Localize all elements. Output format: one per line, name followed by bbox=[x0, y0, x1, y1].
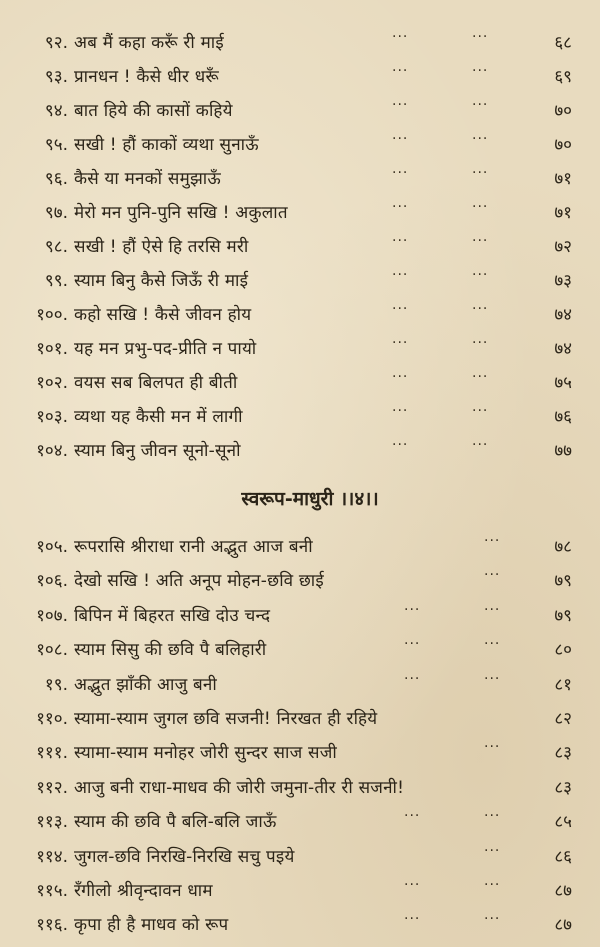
entry-title: सखी ! हौं ऐसे हि तरसि मरी bbox=[74, 237, 249, 257]
dot-leader: ··· bbox=[392, 29, 409, 45]
toc-entry bbox=[0, 230, 600, 264]
toc-entry bbox=[0, 840, 600, 874]
entry-number: ११०. bbox=[36, 708, 68, 729]
entry-page-number: ८६ bbox=[554, 846, 572, 867]
entry-number: ११४. bbox=[36, 846, 68, 867]
entry-page-number: ७१ bbox=[554, 203, 572, 223]
entry-page-number: ७८ bbox=[554, 537, 572, 557]
dot-leader: ··· bbox=[392, 301, 409, 317]
entry-number: १९. bbox=[44, 674, 68, 695]
entry-number: १०१. bbox=[36, 339, 68, 359]
entry-title: बात हिये की कासों कहिये bbox=[74, 101, 233, 121]
entry-title: रूपरासि श्रीराधा रानी अद्भुत आज बनी bbox=[74, 537, 313, 557]
entry-page-number: ८० bbox=[554, 640, 572, 661]
dot-leader: ··· bbox=[392, 63, 409, 79]
dot-leader: ··· bbox=[392, 165, 409, 181]
section-heading: स्वरूप-माधुरी ।।४।। bbox=[241, 488, 379, 510]
dot-leader: ··· bbox=[484, 876, 501, 893]
dot-leader: ··· bbox=[392, 233, 409, 249]
dot-leader: ··· bbox=[472, 63, 489, 79]
dot-leader: ··· bbox=[404, 601, 421, 618]
dot-leader: ··· bbox=[404, 911, 421, 928]
dot-leader: ··· bbox=[484, 601, 501, 618]
dot-leader: ··· bbox=[392, 97, 409, 113]
toc-entry bbox=[0, 530, 600, 564]
entry-title: यह मन प्रभु-पद-प्रीति न पायो bbox=[74, 339, 257, 359]
entry-page-number: ८५ bbox=[554, 812, 572, 833]
toc-entry bbox=[0, 633, 600, 667]
dot-leader: ··· bbox=[392, 437, 409, 453]
entry-number: ९३. bbox=[44, 67, 68, 87]
toc-section-1 bbox=[0, 26, 600, 468]
entry-page-number: ७९ bbox=[554, 605, 572, 626]
entry-number: १०४. bbox=[36, 441, 68, 461]
dot-leader: ··· bbox=[404, 670, 421, 687]
toc-entry bbox=[0, 196, 600, 230]
dot-leader: ··· bbox=[472, 335, 489, 351]
dot-leader: ··· bbox=[472, 29, 489, 45]
entry-title: कैसे या मनकों समुझाऊँ bbox=[74, 169, 221, 189]
toc-entry bbox=[0, 702, 600, 736]
entry-page-number: ७७ bbox=[554, 441, 572, 461]
dot-leader: ··· bbox=[484, 911, 501, 928]
dot-leader: ··· bbox=[472, 233, 489, 249]
dot-leader: ··· bbox=[472, 97, 489, 113]
entry-number: १०३. bbox=[36, 407, 68, 427]
entry-number: ११५. bbox=[36, 880, 68, 901]
entry-page-number: ७३ bbox=[554, 271, 572, 291]
dot-leader: ··· bbox=[472, 165, 489, 181]
toc-entry bbox=[0, 771, 600, 805]
dot-leader: ··· bbox=[484, 842, 501, 859]
entry-number: ९४. bbox=[44, 101, 68, 121]
dot-leader: ··· bbox=[392, 131, 409, 147]
entry-title: रँगीलो श्रीवृन्दावन धाम bbox=[74, 880, 213, 901]
toc-entry bbox=[0, 874, 600, 908]
dot-leader: ··· bbox=[392, 403, 409, 419]
entry-number: ११३. bbox=[36, 812, 68, 833]
toc-entry bbox=[0, 668, 600, 702]
dot-leader: ··· bbox=[472, 301, 489, 317]
entry-title: देखो सखि ! अति अनूप मोहन-छवि छाई bbox=[74, 571, 324, 592]
entry-number: ९९. bbox=[44, 271, 68, 291]
entry-page-number: ८२ bbox=[554, 708, 572, 729]
entry-title: अद्भुत झाँकी आजु बनी bbox=[74, 674, 217, 695]
entry-number: १०२. bbox=[36, 373, 68, 393]
toc-entry bbox=[0, 128, 600, 162]
toc-entry bbox=[0, 60, 600, 94]
dot-leader: ··· bbox=[484, 533, 501, 549]
dot-leader: ··· bbox=[392, 267, 409, 283]
entry-title: बिपिन में बिहरत सखि दोउ चन्द bbox=[74, 605, 271, 626]
entry-number: १०६. bbox=[36, 571, 68, 592]
toc-entry bbox=[0, 564, 600, 598]
entry-title: स्याम की छवि पै बलि-बलि जाऊँ bbox=[74, 812, 277, 833]
dot-leader: ··· bbox=[392, 369, 409, 385]
toc-entry bbox=[0, 805, 600, 839]
entry-title: स्यामा-स्याम मनोहर जोरी सुन्दर साज सजी bbox=[74, 743, 337, 764]
entry-number: ९२. bbox=[44, 33, 68, 53]
toc-entry bbox=[0, 26, 600, 60]
dot-leader: ··· bbox=[484, 808, 501, 825]
entry-number: १००. bbox=[36, 305, 68, 325]
dot-leader: ··· bbox=[404, 876, 421, 893]
entry-page-number: ७५ bbox=[554, 373, 572, 393]
dot-leader: ··· bbox=[484, 567, 501, 584]
entry-page-number: ८३ bbox=[554, 743, 572, 764]
entry-title: स्याम सिसु की छवि पै बलिहारी bbox=[74, 640, 267, 661]
toc-entry bbox=[0, 332, 600, 366]
entry-page-number: ८३ bbox=[554, 777, 572, 798]
entry-title: जुगल-छवि निरखि-निरखि सचु पइये bbox=[74, 846, 295, 867]
entry-title: अब मैं कहा करूँ री माई bbox=[74, 33, 224, 53]
toc-section-2 bbox=[0, 530, 600, 943]
toc-entry bbox=[0, 162, 600, 196]
entry-title: प्रानधन ! कैसे धीर धरूँ bbox=[74, 67, 219, 87]
dot-leader: ··· bbox=[472, 403, 489, 419]
entry-number: ११६. bbox=[36, 915, 68, 936]
entry-page-number: ७९ bbox=[554, 571, 572, 592]
entry-page-number: ७० bbox=[554, 135, 572, 155]
entry-title: आजु बनी राधा-माधव की जोरी जमुना-तीर री सजनी! bbox=[74, 777, 405, 798]
entry-title: व्यथा यह कैसी मन में लागी bbox=[74, 407, 243, 427]
entry-page-number: ७४ bbox=[554, 305, 572, 325]
toc-entry bbox=[0, 94, 600, 128]
entry-title: स्याम बिनु जीवन सूनो-सूनो bbox=[74, 441, 241, 461]
entry-title: स्यामा-स्याम जुगल छवि सजनी! निरखत ही रहिये bbox=[74, 708, 378, 729]
entry-page-number: ७६ bbox=[554, 407, 572, 427]
dot-leader: ··· bbox=[404, 808, 421, 825]
dot-leader: ··· bbox=[392, 335, 409, 351]
entry-page-number: ८७ bbox=[554, 880, 572, 901]
toc-entry bbox=[0, 736, 600, 770]
entry-title: स्याम बिनु कैसे जिऊँ री माई bbox=[74, 271, 249, 291]
entry-page-number: ६९ bbox=[554, 67, 572, 87]
entry-page-number: ८७ bbox=[554, 915, 572, 936]
entry-number: १११. bbox=[36, 743, 68, 764]
entry-number: ९७. bbox=[44, 203, 68, 223]
dot-leader: ··· bbox=[484, 670, 501, 687]
entry-title: कहो सखि ! कैसे जीवन होय bbox=[74, 305, 252, 325]
toc-entry bbox=[0, 298, 600, 332]
entry-title: कृपा ही है माधव को रूप bbox=[74, 915, 229, 936]
dot-leader: ··· bbox=[484, 739, 501, 756]
dot-leader: ··· bbox=[392, 199, 409, 215]
toc-entry bbox=[0, 599, 600, 633]
toc-entry bbox=[0, 400, 600, 434]
toc-entry bbox=[0, 434, 600, 468]
entry-number: ९८. bbox=[44, 237, 68, 257]
entry-page-number: ७१ bbox=[554, 169, 572, 189]
entry-title: सखी ! हौं काकों व्यथा सुनाऊँ bbox=[74, 135, 259, 155]
entry-title: मेरो मन पुनि-पुनि सखि ! अकुलात bbox=[74, 203, 288, 223]
dot-leader: ··· bbox=[472, 369, 489, 385]
entry-page-number: ७० bbox=[554, 101, 572, 121]
toc-entry bbox=[0, 366, 600, 400]
dot-leader: ··· bbox=[472, 437, 489, 453]
toc-entry bbox=[0, 264, 600, 298]
dot-leader: ··· bbox=[484, 636, 501, 653]
dot-leader: ··· bbox=[472, 267, 489, 283]
entry-title: वयस सब बिलपत ही बीती bbox=[74, 373, 238, 393]
entry-number: १०७. bbox=[36, 605, 68, 626]
entry-number: १०५. bbox=[36, 537, 68, 557]
entry-number: ९६. bbox=[44, 169, 68, 189]
dot-leader: ··· bbox=[472, 199, 489, 215]
entry-number: ११२. bbox=[36, 777, 68, 798]
entry-page-number: ८१ bbox=[554, 674, 572, 695]
entry-number: १०८. bbox=[36, 640, 68, 661]
entry-number: ९५. bbox=[44, 135, 68, 155]
entry-page-number: ६८ bbox=[554, 33, 572, 53]
dot-leader: ··· bbox=[404, 636, 421, 653]
entry-page-number: ७२ bbox=[554, 237, 572, 257]
dot-leader: ··· bbox=[472, 131, 489, 147]
toc-entry bbox=[0, 908, 600, 942]
entry-page-number: ७४ bbox=[554, 339, 572, 359]
